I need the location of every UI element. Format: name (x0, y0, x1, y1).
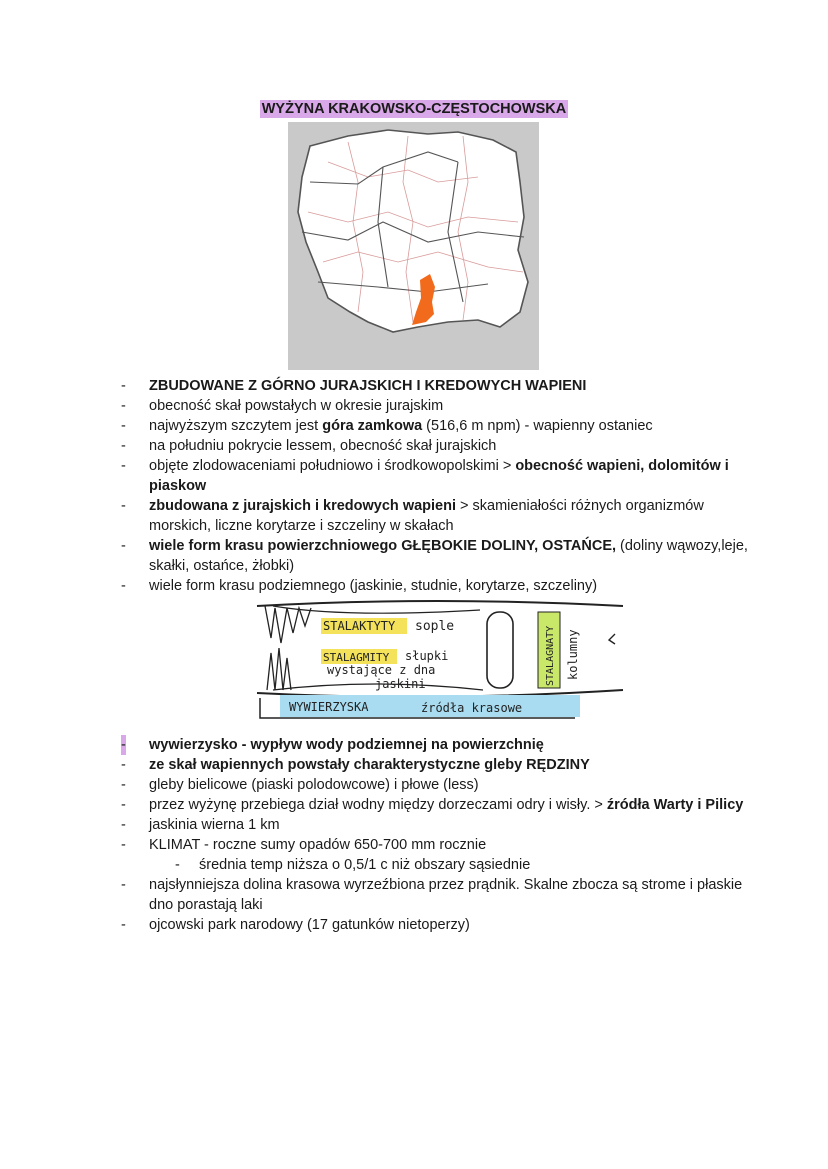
list-item: - najsłynniejsza dolina krasowa wyrzeźbiona przez prądnik. Skalne zbocza są strome i płaskie dno porastają laki (121, 875, 749, 915)
list-item: - średnia temp niższa o 0,5/1 c niż obszary sąsiednie (121, 855, 799, 875)
slupki-label: słupki (405, 649, 449, 663)
features-list-bottom (121, 735, 799, 935)
list-item: - przez wyżynę przebiega dział wodny między dorzeczami odry i wisły. > źródła Warty i Pilicy (121, 795, 749, 815)
poland-map (288, 122, 539, 370)
cave-diagram (255, 598, 625, 724)
list-item: - obecność skał powstałych w okresie jurajskim (121, 396, 749, 416)
list-item: - KLIMAT - roczne sumy opadów 650-700 mm rocznie (121, 835, 749, 855)
list-item: - ojcowski park narodowy (17 gatunków nietoperzy) (121, 915, 749, 935)
wywierzyska-label: WYWIERZYSKA (289, 700, 369, 714)
features-list-top (121, 376, 749, 596)
kolumny-label: kolumny (566, 629, 580, 680)
list-item: - gleby bielicowe (piaski polodowcowe) i płowe (less) (121, 775, 749, 795)
sople-label: sople (415, 619, 455, 634)
poland-map-icon (288, 122, 539, 370)
jaskini-label: jaskini (375, 677, 426, 691)
list-item: - na południu pokrycie lessem, obecność skał jurajskich (121, 436, 749, 456)
list-item: - ze skał wapiennych powstały charakterystyczne gleby RĘDZINY (121, 755, 749, 775)
list-item: - najwyższym szczytem jest góra zamkowa (516,6 m npm) - wapienny ostaniec (121, 416, 749, 436)
stalagnaty-label: STALAGNATY (545, 625, 556, 686)
list-item: - wywierzysko - wypływ wody podziemnej na powierzchnię (121, 735, 749, 755)
stalaktyty-label: STALAKTYTY (323, 619, 396, 633)
list-item: - zbudowana z jurajskich i kredowych wapieni > skamieniałości różnych organizmów morskich, liczne korytarze i szczeliny w skałach (121, 496, 749, 536)
zrodla-label: źródła krasowe (421, 701, 523, 715)
stalagmity-label: STALAGMITY (323, 651, 390, 664)
list-item: - wiele form krasu podziemnego (jaskinie, studnie, korytarze, szczeliny) (121, 576, 749, 596)
list-item: - jaskinia wierna 1 km (121, 815, 749, 835)
page-title: WYŻYNA KRAKOWSKO-CZĘSTOCHOWSKA (261, 101, 567, 117)
list-item: - objęte zlodowaceniami południowo i środkowopolskimi > obecność wapieni, dolomitów i piaskow (121, 456, 749, 496)
wystajace-label: wystające z dna (327, 663, 436, 677)
list-item: - wiele form krasu powierzchniowego GŁĘBOKIE DOLINY, OSTAŃCE, (doliny wąwozy,leje, skałki, ostańce, żłobki) (121, 536, 749, 576)
list-item: - ZBUDOWANE Z GÓRNO JURAJSKICH I KREDOWYCH WAPIENI (121, 376, 749, 396)
